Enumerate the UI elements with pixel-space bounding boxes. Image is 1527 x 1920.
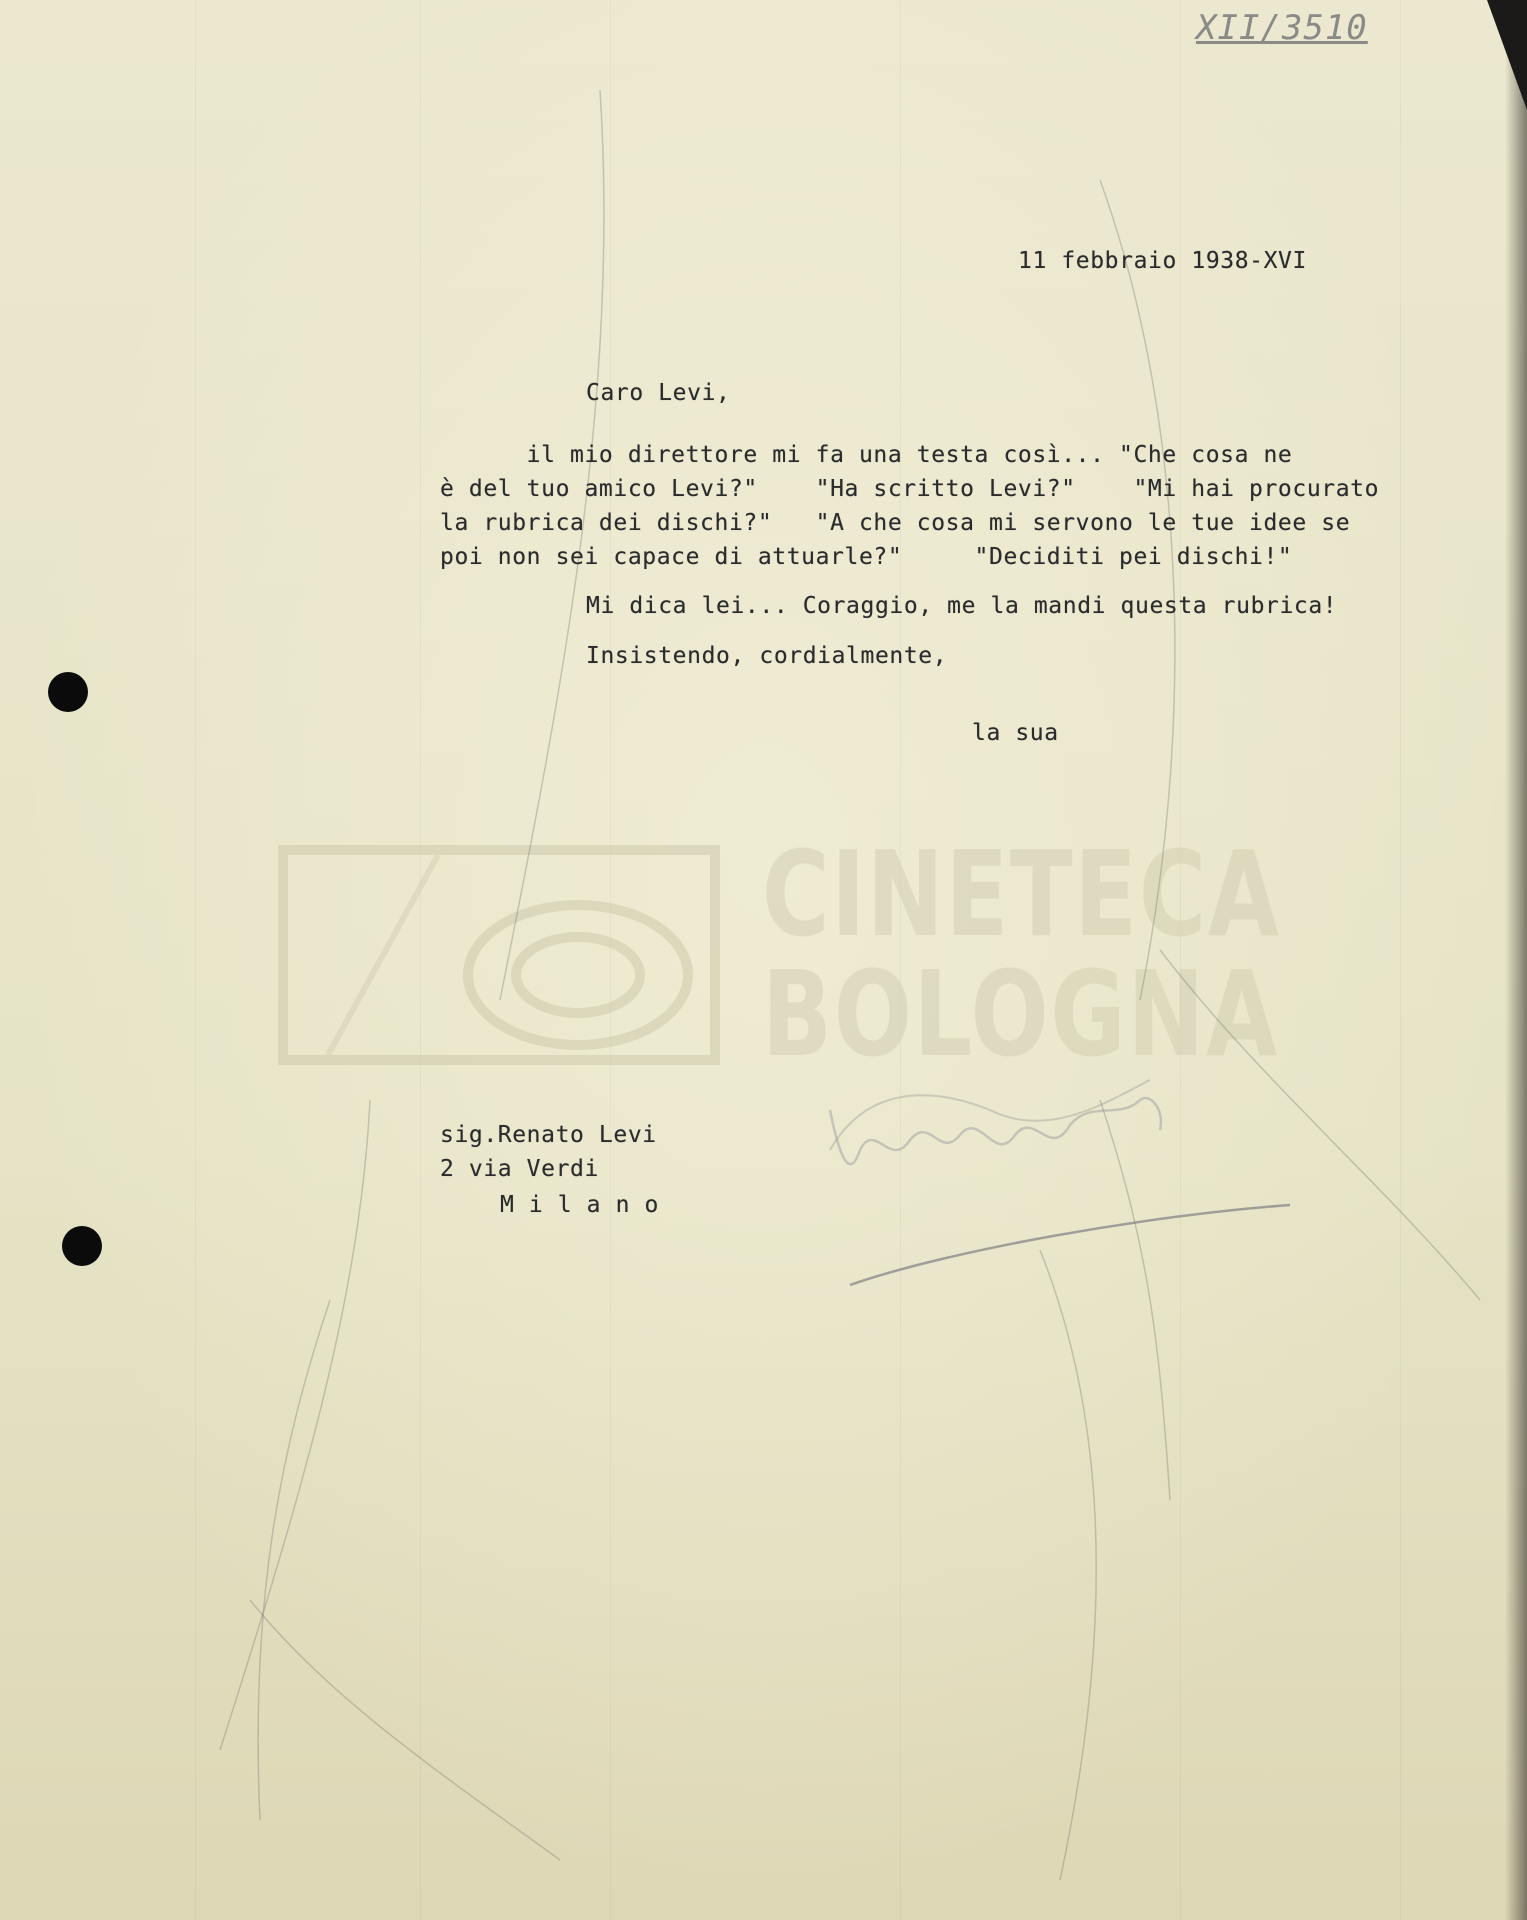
letter-paragraph: Mi dica lei... Coraggio, me la mandi questa rubrica! <box>586 593 1338 619</box>
watermark-line-2: BOLOGNA <box>762 945 1279 1083</box>
letter-closing: Insistendo, cordialmente, <box>586 643 948 669</box>
letter-body-line: poi non sei capace di attuarle?" "Deciditi pei dischi!" <box>440 544 1293 570</box>
addressee-street: 2 via Verdi <box>440 1156 599 1182</box>
addressee-city: M i l a n o <box>500 1192 659 1218</box>
letter-body-line: la rubrica dei dischi?" "A che cosa mi servono le tue idee se <box>440 510 1351 536</box>
handwritten-signature <box>820 1080 1180 1190</box>
letter-date: 11 febbraio 1938-XVI <box>1018 248 1307 274</box>
watermark-line-1: CINETECA <box>762 825 1281 963</box>
addressee-name: sig.Renato Levi <box>440 1122 657 1148</box>
archive-number: XII/3510 <box>1196 8 1368 48</box>
letter-body-line: è del tuo amico Levi?" "Ha scritto Levi?" "Mi hai procurato <box>440 476 1380 502</box>
letter-signoff: la sua <box>972 720 1059 746</box>
letter-body-line: il mio direttore mi fa una testa così... "Che cosa ne <box>440 442 1293 468</box>
letter-salutation: Caro Levi, <box>586 380 731 406</box>
